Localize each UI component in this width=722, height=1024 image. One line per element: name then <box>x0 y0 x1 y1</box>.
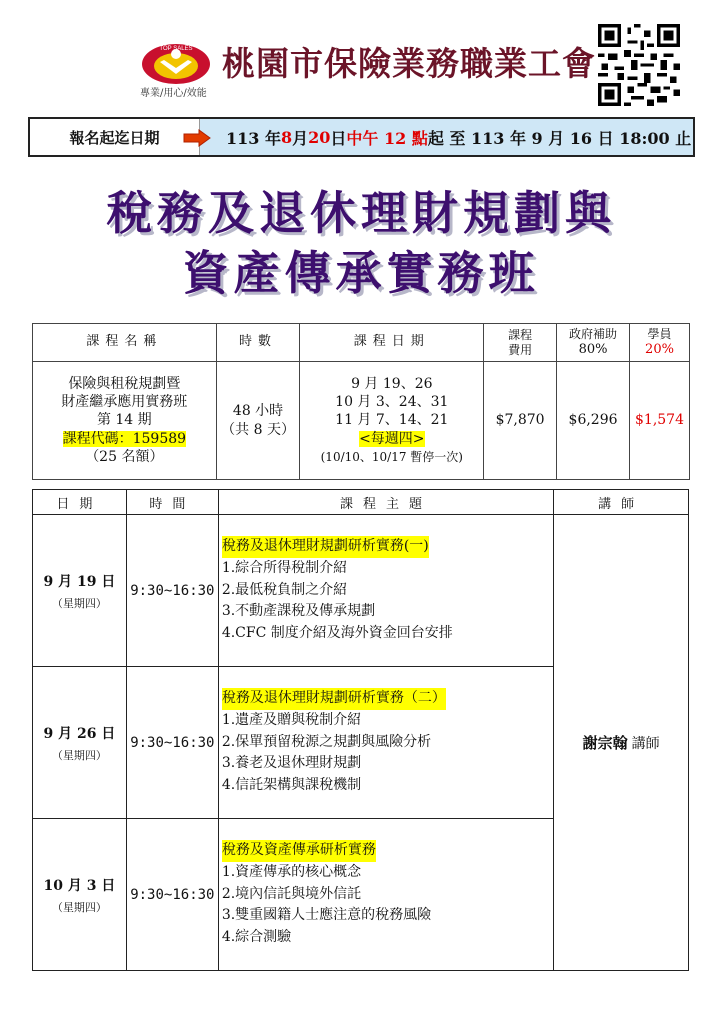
union-logo <box>140 40 212 86</box>
session-date: 10 月 3 日 （星期四） <box>33 819 127 971</box>
arrow-right-icon <box>183 129 211 147</box>
course-code: 課程代碼：159589 <box>62 430 187 447</box>
course-name-cell: 保險與租稅規劃暨 財產繼承應用實務班 第 14 期 課程代碼：159589 （25 名額） <box>33 362 217 480</box>
qr-code-icon[interactable] <box>598 24 680 106</box>
session-date: 9 月 26 日 （星期四） <box>33 667 127 819</box>
svg-text:TOP SALES: TOP SALES <box>159 46 193 52</box>
header-time: 時間 <box>126 490 218 515</box>
hours-cell: 48 小時 （共 8 天） <box>216 362 300 480</box>
header-teacher: 講師 <box>554 490 689 515</box>
schedule-table <box>32 489 689 971</box>
course-info-table <box>32 323 690 480</box>
session-time: 9:30~16:30 <box>126 515 218 667</box>
student-pay-cell: $1,574 <box>630 362 690 480</box>
session-date: 9 月 19 日 （星期四） <box>33 515 127 667</box>
header-dates: 課程日期 <box>300 324 484 362</box>
slogan: 專業/用心/效能 <box>140 88 207 99</box>
header-subsidy: 政府補助 80% <box>557 324 630 362</box>
dates-cell: 9 月 19、26 10 月 3、24、31 11 月 7、14、21 <每週四> (10/10、10/17 暫停一次) <box>300 362 484 480</box>
registration-dates: 113 年 8 月 20 日 中午 12 點 起 至 113 年 9 月 16 日 18:00 止 <box>200 119 693 155</box>
course-title-line1: 稅務及退休理財規劃與 <box>106 186 616 240</box>
header-topic: 課程主題 <box>218 490 553 515</box>
session-topic: 稅務及退休理財規劃研析實務(一) 1.綜合所得稅制介紹 2.最低稅負制之介紹 3.不動產課稅及傳承規劃 4.CFC 制度介紹及海外資金回台安排 <box>218 515 553 667</box>
header-date: 日期 <box>33 490 127 515</box>
subsidy-cell: $6,296 <box>557 362 630 480</box>
registration-period <box>28 117 695 157</box>
header-hours: 時數 <box>216 324 300 362</box>
header-course-name: 課程名稱 <box>33 324 217 362</box>
table-row <box>33 515 689 667</box>
fee-cell: $7,870 <box>484 362 557 480</box>
registration-label: 報名起迄日期 <box>30 119 200 155</box>
course-title-line2: 資產傳承實務班 <box>182 246 540 300</box>
session-topic: 稅務及退休理財規劃研析實務（二） 1.遺產及贈與稅制介紹 2.保單預留稅源之規劃與風險分析 3.養老及退休理財規劃 4.信託架構與課稅機制 <box>218 667 553 819</box>
session-time: 9:30~16:30 <box>126 819 218 971</box>
header-student: 學員 20% <box>630 324 690 362</box>
org-name: 桃園市保險業務職業工會 <box>222 44 596 83</box>
session-topic: 稅務及資產傳承研析實務 1.資產傳承的核心概念 2.境內信託與境外信託 3.雙重國籍人士應注意的稅務風險 4.綜合測驗 <box>218 819 553 971</box>
header-fee: 課程 費用 <box>484 324 557 362</box>
teacher-name: 謝宗翰 <box>582 734 628 752</box>
session-time: 9:30~16:30 <box>126 667 218 819</box>
teacher-cell: 謝宗翰 講師 <box>554 515 689 971</box>
